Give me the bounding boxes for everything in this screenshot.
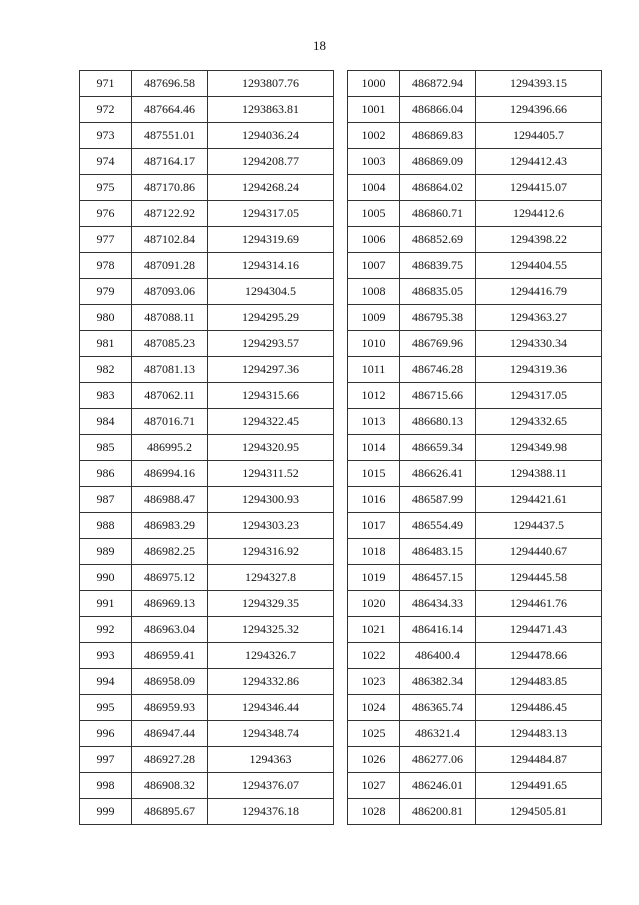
x-coordinate-cell: 486715.66 xyxy=(400,383,476,409)
x-coordinate-cell: 486200.81 xyxy=(400,799,476,825)
table-row xyxy=(80,513,334,539)
table-row xyxy=(348,383,602,409)
y-coordinate-cell: 1294491.65 xyxy=(476,773,602,799)
y-coordinate-cell: 1294319.36 xyxy=(476,357,602,383)
y-coordinate-cell: 1294437.5 xyxy=(476,513,602,539)
x-coordinate-cell: 486988.47 xyxy=(132,487,208,513)
point-number-cell: 993 xyxy=(80,643,132,669)
point-number-cell: 973 xyxy=(80,123,132,149)
y-coordinate-cell: 1294268.24 xyxy=(208,175,334,201)
y-coordinate-cell: 1294461.76 xyxy=(476,591,602,617)
point-number-cell: 1012 xyxy=(348,383,400,409)
x-coordinate-cell: 486769.96 xyxy=(400,331,476,357)
table-row xyxy=(348,305,602,331)
x-coordinate-cell: 486246.01 xyxy=(400,773,476,799)
x-coordinate-cell: 486869.09 xyxy=(400,149,476,175)
point-number-cell: 1001 xyxy=(348,97,400,123)
y-coordinate-cell: 1294293.57 xyxy=(208,331,334,357)
x-coordinate-cell: 487088.11 xyxy=(132,305,208,331)
point-number-cell: 991 xyxy=(80,591,132,617)
y-coordinate-cell: 1294295.29 xyxy=(208,305,334,331)
x-coordinate-cell: 486365.74 xyxy=(400,695,476,721)
point-number-cell: 1000 xyxy=(348,71,400,97)
y-coordinate-cell: 1294484.87 xyxy=(476,747,602,773)
x-coordinate-cell: 486839.75 xyxy=(400,253,476,279)
y-coordinate-cell: 1294297.36 xyxy=(208,357,334,383)
y-coordinate-cell: 1294445.58 xyxy=(476,565,602,591)
point-number-cell: 1002 xyxy=(348,123,400,149)
y-coordinate-cell: 1294415.07 xyxy=(476,175,602,201)
table-row xyxy=(80,591,334,617)
x-coordinate-cell: 486895.67 xyxy=(132,799,208,825)
x-coordinate-cell: 487551.01 xyxy=(132,123,208,149)
x-coordinate-cell: 486947.44 xyxy=(132,721,208,747)
table-row xyxy=(348,747,602,773)
y-coordinate-cell: 1294388.11 xyxy=(476,461,602,487)
y-coordinate-cell: 1294376.07 xyxy=(208,773,334,799)
x-coordinate-cell: 486277.06 xyxy=(400,747,476,773)
table-row xyxy=(80,279,334,305)
table-row xyxy=(348,643,602,669)
y-coordinate-cell: 1294363 xyxy=(208,747,334,773)
point-number-cell: 1011 xyxy=(348,357,400,383)
point-number-cell: 1016 xyxy=(348,487,400,513)
point-number-cell: 972 xyxy=(80,97,132,123)
table-row xyxy=(80,201,334,227)
table-row xyxy=(348,617,602,643)
y-coordinate-cell: 1294300.93 xyxy=(208,487,334,513)
table-row xyxy=(80,539,334,565)
x-coordinate-cell: 486983.29 xyxy=(132,513,208,539)
point-number-cell: 990 xyxy=(80,565,132,591)
point-number-cell: 1014 xyxy=(348,435,400,461)
x-coordinate-cell: 487664.46 xyxy=(132,97,208,123)
point-number-cell: 987 xyxy=(80,487,132,513)
point-number-cell: 985 xyxy=(80,435,132,461)
y-coordinate-cell: 1294398.22 xyxy=(476,227,602,253)
point-number-cell: 1006 xyxy=(348,227,400,253)
x-coordinate-cell: 487164.17 xyxy=(132,149,208,175)
point-number-cell: 1004 xyxy=(348,175,400,201)
point-number-cell: 983 xyxy=(80,383,132,409)
table-row xyxy=(80,643,334,669)
x-coordinate-cell: 486908.32 xyxy=(132,773,208,799)
y-coordinate-cell: 1294440.67 xyxy=(476,539,602,565)
table-row xyxy=(80,253,334,279)
table-row xyxy=(80,305,334,331)
y-coordinate-cell: 1294317.05 xyxy=(208,201,334,227)
y-coordinate-cell: 1294483.13 xyxy=(476,721,602,747)
y-coordinate-cell: 1294376.18 xyxy=(208,799,334,825)
x-coordinate-cell: 486680.13 xyxy=(400,409,476,435)
point-number-cell: 994 xyxy=(80,669,132,695)
x-coordinate-cell: 486927.28 xyxy=(132,747,208,773)
point-number-cell: 1017 xyxy=(348,513,400,539)
table-row xyxy=(348,279,602,305)
point-number-cell: 1024 xyxy=(348,695,400,721)
x-coordinate-cell: 487081.13 xyxy=(132,357,208,383)
x-coordinate-cell: 486975.12 xyxy=(132,565,208,591)
table-row xyxy=(80,773,334,799)
y-coordinate-cell: 1294315.66 xyxy=(208,383,334,409)
y-coordinate-cell: 1294314.16 xyxy=(208,253,334,279)
y-coordinate-cell: 1294405.7 xyxy=(476,123,602,149)
y-coordinate-cell: 1294412.43 xyxy=(476,149,602,175)
x-coordinate-cell: 486963.04 xyxy=(132,617,208,643)
table-row xyxy=(80,71,334,97)
point-number-cell: 1015 xyxy=(348,461,400,487)
point-number-cell: 975 xyxy=(80,175,132,201)
table-row xyxy=(80,617,334,643)
y-coordinate-cell: 1294320.95 xyxy=(208,435,334,461)
table-row xyxy=(80,721,334,747)
x-coordinate-cell: 486587.99 xyxy=(400,487,476,513)
table-row xyxy=(348,565,602,591)
y-coordinate-cell: 1294208.77 xyxy=(208,149,334,175)
table-row xyxy=(80,747,334,773)
point-number-cell: 1028 xyxy=(348,799,400,825)
point-number-cell: 1023 xyxy=(348,669,400,695)
y-coordinate-cell: 1294332.86 xyxy=(208,669,334,695)
x-coordinate-cell: 486860.71 xyxy=(400,201,476,227)
table-row xyxy=(348,123,602,149)
point-number-cell: 978 xyxy=(80,253,132,279)
coordinates-table-left xyxy=(79,70,334,825)
table-row xyxy=(348,71,602,97)
point-number-cell: 1021 xyxy=(348,617,400,643)
x-coordinate-cell: 487091.28 xyxy=(132,253,208,279)
point-number-cell: 981 xyxy=(80,331,132,357)
table-row xyxy=(348,461,602,487)
table-row xyxy=(80,669,334,695)
x-coordinate-cell: 486659.34 xyxy=(400,435,476,461)
x-coordinate-cell: 486982.25 xyxy=(132,539,208,565)
point-number-cell: 1009 xyxy=(348,305,400,331)
y-coordinate-cell: 1294330.34 xyxy=(476,331,602,357)
table-row xyxy=(80,175,334,201)
table-row xyxy=(348,539,602,565)
x-coordinate-cell: 486746.28 xyxy=(400,357,476,383)
y-coordinate-cell: 1293863.81 xyxy=(208,97,334,123)
x-coordinate-cell: 486995.2 xyxy=(132,435,208,461)
x-coordinate-cell: 487016.71 xyxy=(132,409,208,435)
x-coordinate-cell: 487062.11 xyxy=(132,383,208,409)
x-coordinate-cell: 486959.41 xyxy=(132,643,208,669)
point-number-cell: 1008 xyxy=(348,279,400,305)
y-coordinate-cell: 1294319.69 xyxy=(208,227,334,253)
y-coordinate-cell: 1294327.8 xyxy=(208,565,334,591)
point-number-cell: 971 xyxy=(80,71,132,97)
x-coordinate-cell: 487085.23 xyxy=(132,331,208,357)
y-coordinate-cell: 1294478.66 xyxy=(476,643,602,669)
table-row xyxy=(348,799,602,825)
point-number-cell: 1026 xyxy=(348,747,400,773)
table-row xyxy=(80,357,334,383)
table-row xyxy=(348,97,602,123)
y-coordinate-cell: 1294304.5 xyxy=(208,279,334,305)
point-number-cell: 1027 xyxy=(348,773,400,799)
y-coordinate-cell: 1294316.92 xyxy=(208,539,334,565)
y-coordinate-cell: 1294483.85 xyxy=(476,669,602,695)
point-number-cell: 1019 xyxy=(348,565,400,591)
point-number-cell: 995 xyxy=(80,695,132,721)
table-row xyxy=(348,175,602,201)
point-number-cell: 1018 xyxy=(348,539,400,565)
y-coordinate-cell: 1294416.79 xyxy=(476,279,602,305)
x-coordinate-cell: 486869.83 xyxy=(400,123,476,149)
y-coordinate-cell: 1294404.55 xyxy=(476,253,602,279)
y-coordinate-cell: 1294317.05 xyxy=(476,383,602,409)
table-row xyxy=(348,149,602,175)
x-coordinate-cell: 486382.34 xyxy=(400,669,476,695)
y-coordinate-cell: 1294396.66 xyxy=(476,97,602,123)
table-row xyxy=(348,513,602,539)
y-coordinate-cell: 1294471.43 xyxy=(476,617,602,643)
x-coordinate-cell: 486434.33 xyxy=(400,591,476,617)
y-coordinate-cell: 1294421.61 xyxy=(476,487,602,513)
point-number-cell: 996 xyxy=(80,721,132,747)
table-row xyxy=(80,409,334,435)
x-coordinate-cell: 487170.86 xyxy=(132,175,208,201)
table-row xyxy=(348,695,602,721)
x-coordinate-cell: 486959.93 xyxy=(132,695,208,721)
table-row xyxy=(348,773,602,799)
x-coordinate-cell: 486626.41 xyxy=(400,461,476,487)
x-coordinate-cell: 486416.14 xyxy=(400,617,476,643)
point-number-cell: 986 xyxy=(80,461,132,487)
x-coordinate-cell: 486864.02 xyxy=(400,175,476,201)
x-coordinate-cell: 486554.49 xyxy=(400,513,476,539)
point-number-cell: 980 xyxy=(80,305,132,331)
x-coordinate-cell: 486457.15 xyxy=(400,565,476,591)
x-coordinate-cell: 486866.04 xyxy=(400,97,476,123)
point-number-cell: 997 xyxy=(80,747,132,773)
table-row xyxy=(80,461,334,487)
x-coordinate-cell: 486400.4 xyxy=(400,643,476,669)
y-coordinate-cell: 1294346.44 xyxy=(208,695,334,721)
table-row xyxy=(348,201,602,227)
point-number-cell: 976 xyxy=(80,201,132,227)
y-coordinate-cell: 1294326.7 xyxy=(208,643,334,669)
y-coordinate-cell: 1294505.81 xyxy=(476,799,602,825)
point-number-cell: 1020 xyxy=(348,591,400,617)
table-row xyxy=(80,383,334,409)
x-coordinate-cell: 486994.16 xyxy=(132,461,208,487)
y-coordinate-cell: 1294349.98 xyxy=(476,435,602,461)
page-number: 18 xyxy=(313,38,326,53)
y-coordinate-cell: 1294303.23 xyxy=(208,513,334,539)
table-row xyxy=(348,357,602,383)
point-number-cell: 1005 xyxy=(348,201,400,227)
point-number-cell: 989 xyxy=(80,539,132,565)
point-number-cell: 982 xyxy=(80,357,132,383)
table-row xyxy=(348,487,602,513)
x-coordinate-cell: 486958.09 xyxy=(132,669,208,695)
y-coordinate-cell: 1294412.6 xyxy=(476,201,602,227)
x-coordinate-cell: 486835.05 xyxy=(400,279,476,305)
table-row xyxy=(80,97,334,123)
point-number-cell: 988 xyxy=(80,513,132,539)
coordinates-table-right xyxy=(347,70,602,825)
point-number-cell: 992 xyxy=(80,617,132,643)
y-coordinate-cell: 1294363.27 xyxy=(476,305,602,331)
x-coordinate-cell: 487093.06 xyxy=(132,279,208,305)
point-number-cell: 998 xyxy=(80,773,132,799)
table-row xyxy=(80,565,334,591)
table-row xyxy=(348,253,602,279)
x-coordinate-cell: 486872.94 xyxy=(400,71,476,97)
y-coordinate-cell: 1294322.45 xyxy=(208,409,334,435)
x-coordinate-cell: 487102.84 xyxy=(132,227,208,253)
point-number-cell: 1022 xyxy=(348,643,400,669)
point-number-cell: 1010 xyxy=(348,331,400,357)
x-coordinate-cell: 486969.13 xyxy=(132,591,208,617)
y-coordinate-cell: 1294332.65 xyxy=(476,409,602,435)
table-row xyxy=(348,331,602,357)
y-coordinate-cell: 1294393.15 xyxy=(476,71,602,97)
point-number-cell: 977 xyxy=(80,227,132,253)
table-row xyxy=(348,669,602,695)
table-row xyxy=(80,435,334,461)
point-number-cell: 979 xyxy=(80,279,132,305)
point-number-cell: 1025 xyxy=(348,721,400,747)
y-coordinate-cell: 1294486.45 xyxy=(476,695,602,721)
table-row xyxy=(80,695,334,721)
table-row xyxy=(80,487,334,513)
x-coordinate-cell: 486852.69 xyxy=(400,227,476,253)
point-number-cell: 1007 xyxy=(348,253,400,279)
table-row xyxy=(348,721,602,747)
x-coordinate-cell: 487696.58 xyxy=(132,71,208,97)
y-coordinate-cell: 1294325.32 xyxy=(208,617,334,643)
y-coordinate-cell: 1294348.74 xyxy=(208,721,334,747)
table-row xyxy=(80,227,334,253)
point-number-cell: 974 xyxy=(80,149,132,175)
y-coordinate-cell: 1294329.35 xyxy=(208,591,334,617)
table-row xyxy=(348,591,602,617)
point-number-cell: 1003 xyxy=(348,149,400,175)
table-row xyxy=(80,123,334,149)
point-number-cell: 1013 xyxy=(348,409,400,435)
table-row xyxy=(80,331,334,357)
y-coordinate-cell: 1293807.76 xyxy=(208,71,334,97)
y-coordinate-cell: 1294311.52 xyxy=(208,461,334,487)
table-row xyxy=(80,799,334,825)
x-coordinate-cell: 486483.15 xyxy=(400,539,476,565)
table-row xyxy=(348,435,602,461)
table-row xyxy=(80,149,334,175)
table-row xyxy=(348,409,602,435)
table-row xyxy=(348,227,602,253)
point-number-cell: 984 xyxy=(80,409,132,435)
x-coordinate-cell: 487122.92 xyxy=(132,201,208,227)
x-coordinate-cell: 486321.4 xyxy=(400,721,476,747)
x-coordinate-cell: 486795.38 xyxy=(400,305,476,331)
y-coordinate-cell: 1294036.24 xyxy=(208,123,334,149)
point-number-cell: 999 xyxy=(80,799,132,825)
